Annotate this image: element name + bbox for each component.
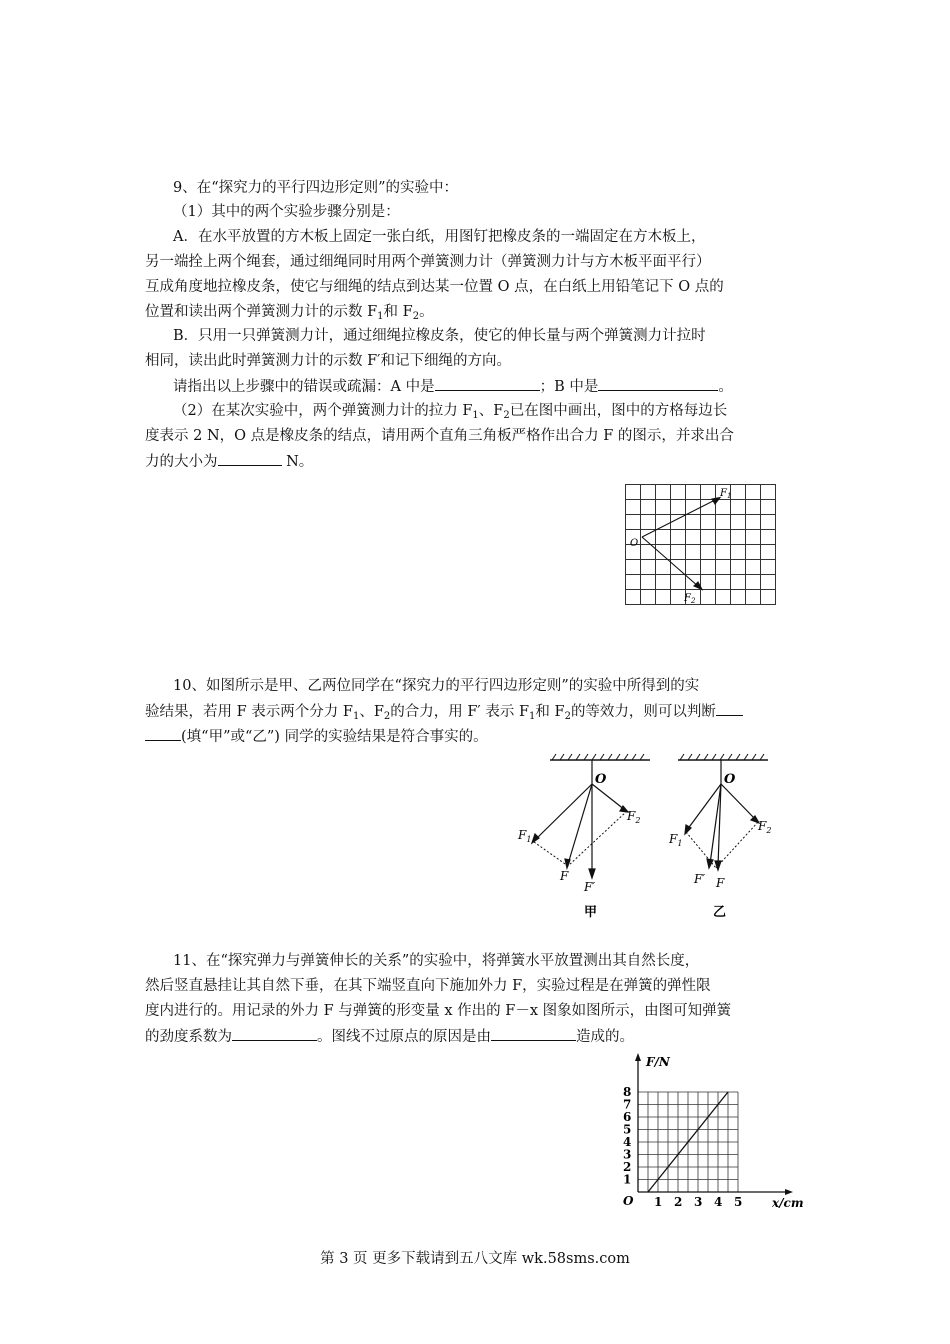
yi-o-label: O	[724, 772, 736, 787]
q9-force-grid-figure	[620, 480, 780, 610]
x-tick-label: 4	[714, 1195, 723, 1209]
y-tick-label: 8	[623, 1085, 632, 1099]
q10-figure	[510, 752, 790, 922]
q11-line3: 度内进行的。用记录的外力 F 与弹簧的形变量 x 作出的 F－x 图象如图所示，由图可知弹簧	[145, 1003, 732, 1019]
q9-part2-line2: 度表示 2 N，O 点是橡皮条的结点，请用两个直角三角板严格作出合力 F 的图示，并求出合	[145, 428, 734, 444]
answer-blank-reason[interactable]	[491, 1026, 576, 1041]
jia-label: 甲	[584, 905, 598, 920]
q9-step-a-line3: 互成角度地拉橡皮条，使它与细绳的结点到达某一位置 O 点，在白纸上用铅笔记下 O 点的	[145, 279, 724, 295]
q11-line1: 11、在“探究弹力与弹簧伸长的关系”的实验中，将弹簧水平放置测出其自然长度，	[173, 953, 700, 969]
q9-step-a-line1: A．在水平放置的方木板上固定一张白纸，用图钉把橡皮条的一端固定在方木板上，	[173, 229, 706, 245]
y-tick-label: 7	[623, 1097, 632, 1112]
y-tick-label: 6	[623, 1110, 632, 1124]
x-tick-label: 1	[654, 1195, 663, 1209]
yi-f-label: F	[716, 876, 725, 890]
fig-jia	[517, 754, 650, 920]
answer-blank-judge-part1[interactable]	[716, 701, 743, 716]
answer-blank-a[interactable]	[435, 376, 540, 391]
answer-blank-force[interactable]	[218, 451, 282, 466]
yi-f1-label: $F_1$	[669, 832, 683, 848]
x-tick-label: 3	[694, 1195, 703, 1209]
jia-f1-label: $F_1$	[518, 828, 532, 844]
fig-yi	[668, 754, 771, 920]
q9-part2-line3: 力的大小为 N。	[145, 451, 313, 472]
q10-line3: (填“甲”或“乙”) 同学的实验结果是符合事实的。	[145, 726, 488, 747]
y-tick-label: 2	[623, 1160, 632, 1174]
x-tick-label: 5	[734, 1195, 743, 1209]
q11-fx-chart	[610, 1050, 810, 1210]
q10-line2: 验结果，若用 F 表示两个分力 $F_1$、$F_2$的合力，用 F′ 表示 $F_1$和 $F_2$的等效力，则可以判断	[145, 701, 743, 722]
answer-blank-k[interactable]	[232, 1026, 317, 1041]
chart-axes	[635, 1053, 793, 1195]
jia-fprime-label: F′	[584, 880, 596, 894]
x-tick-label: 2	[674, 1195, 683, 1209]
y-tick-label: 1	[623, 1172, 632, 1187]
y-tick-label: 3	[623, 1147, 632, 1162]
chart-xlabel: x/cm	[772, 1196, 804, 1210]
answer-blank-judge-part2[interactable]	[145, 726, 181, 741]
yi-fprime-label: F′	[694, 872, 706, 886]
f1-arrowhead	[712, 498, 720, 505]
yi-f2-label: $F_2$	[758, 819, 772, 835]
q11-line4: 的劲度系数为 。图线不过原点的原因是由 造成的。	[145, 1026, 634, 1047]
q9-step-a-line4: 位置和读出两个弹簧测力计的示数 $F_1$和 $F_2$。	[145, 304, 434, 322]
q9-step-b-line2: 相同，读出此时弹簧测力计的示数 F′和记下细绳的方向。	[145, 353, 511, 369]
q9-step-b-line1: B．只用一只弹簧测力计，通过细绳拉橡皮条，使它的伸长量与两个弹簧测力计拉时	[173, 328, 706, 344]
jia-f2-label: $F_2$	[627, 809, 641, 825]
q9-ask: 请指出以上步骤中的错误或疏漏：A 中是 ；B 中是 。	[173, 376, 733, 397]
chart-ylabel: F/N	[646, 1055, 670, 1069]
answer-blank-b[interactable]	[598, 376, 718, 391]
q9-title: 9、在“探究力的平行四边形定则”的实验中：	[173, 180, 459, 196]
fig9-f2-label: $F_2$	[684, 593, 696, 605]
y-tick-label: 4	[623, 1135, 632, 1149]
yi-label: 乙	[713, 905, 727, 920]
chart-origin-label: O	[623, 1194, 634, 1208]
fig9-o-label: O	[630, 538, 639, 549]
jia-f-label: F	[560, 869, 569, 883]
q9-part1: （1）其中的两个实验步骤分别是：	[173, 204, 400, 220]
jia-o-label: O	[595, 772, 607, 787]
y-tick-label: 5	[623, 1122, 632, 1137]
q10-line1: 10、如图所示是甲、乙两位同学在“探究力的平行四边形定则”的实验中所得到的实	[173, 678, 700, 694]
fig9-f1-label: $F_1$	[720, 488, 732, 500]
chart-tick-labels	[623, 1085, 742, 1209]
q11-line2: 然后竖直悬挂让其自然下垂，在其下端竖直向下施加外力 F，实验过程是在弹簧的弹性限	[145, 978, 711, 994]
q9-part2-line1: （2）在某次实验中，两个弹簧测力计的拉力 $F_1$、$F_2$已在图中画出，图中的方格每边长	[173, 403, 728, 421]
q9-step-a-line2: 另一端拴上两个绳套，通过细绳同时用两个弹簧测力计（弹簧测力计与方木板平面平行）	[145, 254, 711, 270]
f1-vector	[642, 499, 717, 537]
page-footer: 第 3 页 更多下载请到五八文库 wk.58sms.com	[320, 1251, 630, 1267]
